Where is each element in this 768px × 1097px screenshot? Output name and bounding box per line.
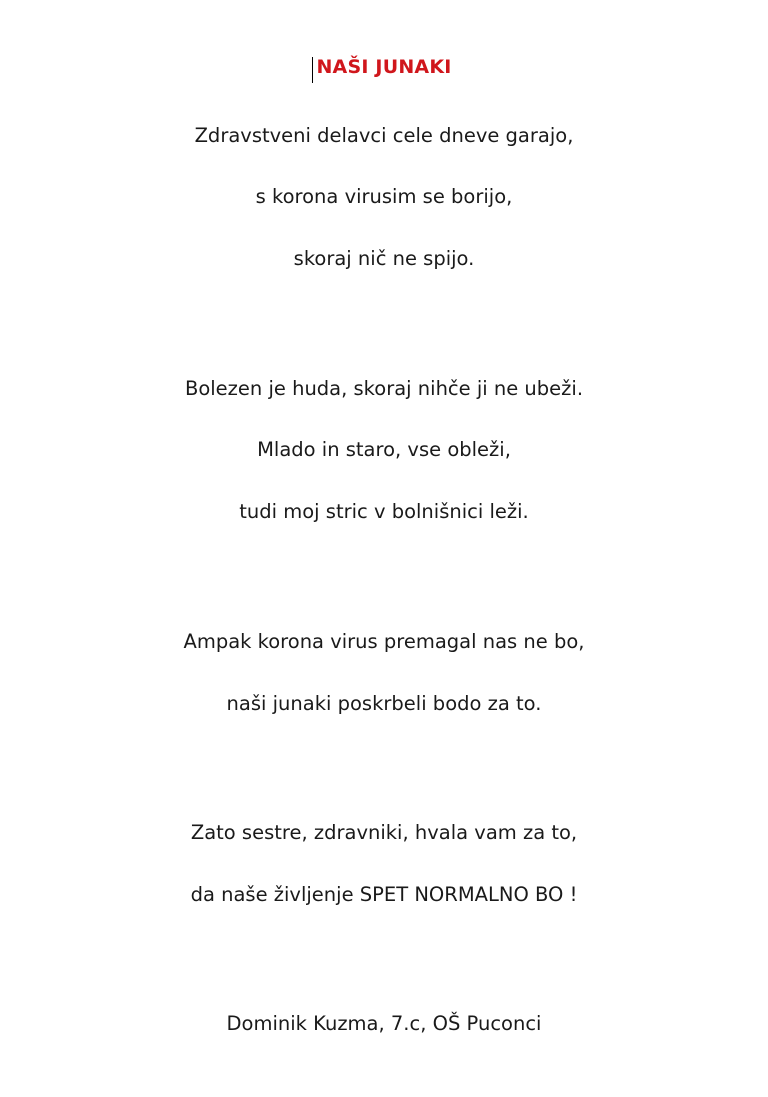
poem-line: skoraj nič ne spijo. <box>293 247 475 270</box>
poem-line: Ampak korona virus premagal nas ne bo, <box>183 630 585 653</box>
poem-line: naši junaki poskrbeli bodo za to. <box>226 692 542 715</box>
poem-line: s korona virusim se borijo, <box>255 185 513 208</box>
poem-line: Mlado in staro, vse obleži, <box>257 438 511 461</box>
poem-line: da naše življenje SPET NORMALNO BO ! <box>190 883 578 906</box>
poem-line: Bolezen je huda, skoraj nihče ji ne ubeži. <box>184 377 584 400</box>
poem-title-text: NAŠI JUNAKI <box>316 56 452 78</box>
text-cursor <box>312 57 313 83</box>
poem-line: tudi moj stric v bolnišnici leži. <box>239 500 529 523</box>
poem-line: Zato sestre, zdravniki, hvala vam za to, <box>190 821 578 844</box>
author-signature: Dominik Kuzma, 7.c, OŠ Puconci <box>226 1012 542 1035</box>
poem-line: Zdravstveni delavci cele dneve garajo, <box>194 124 574 147</box>
title-container <box>0 56 768 78</box>
poem-title[interactable] <box>316 56 451 78</box>
